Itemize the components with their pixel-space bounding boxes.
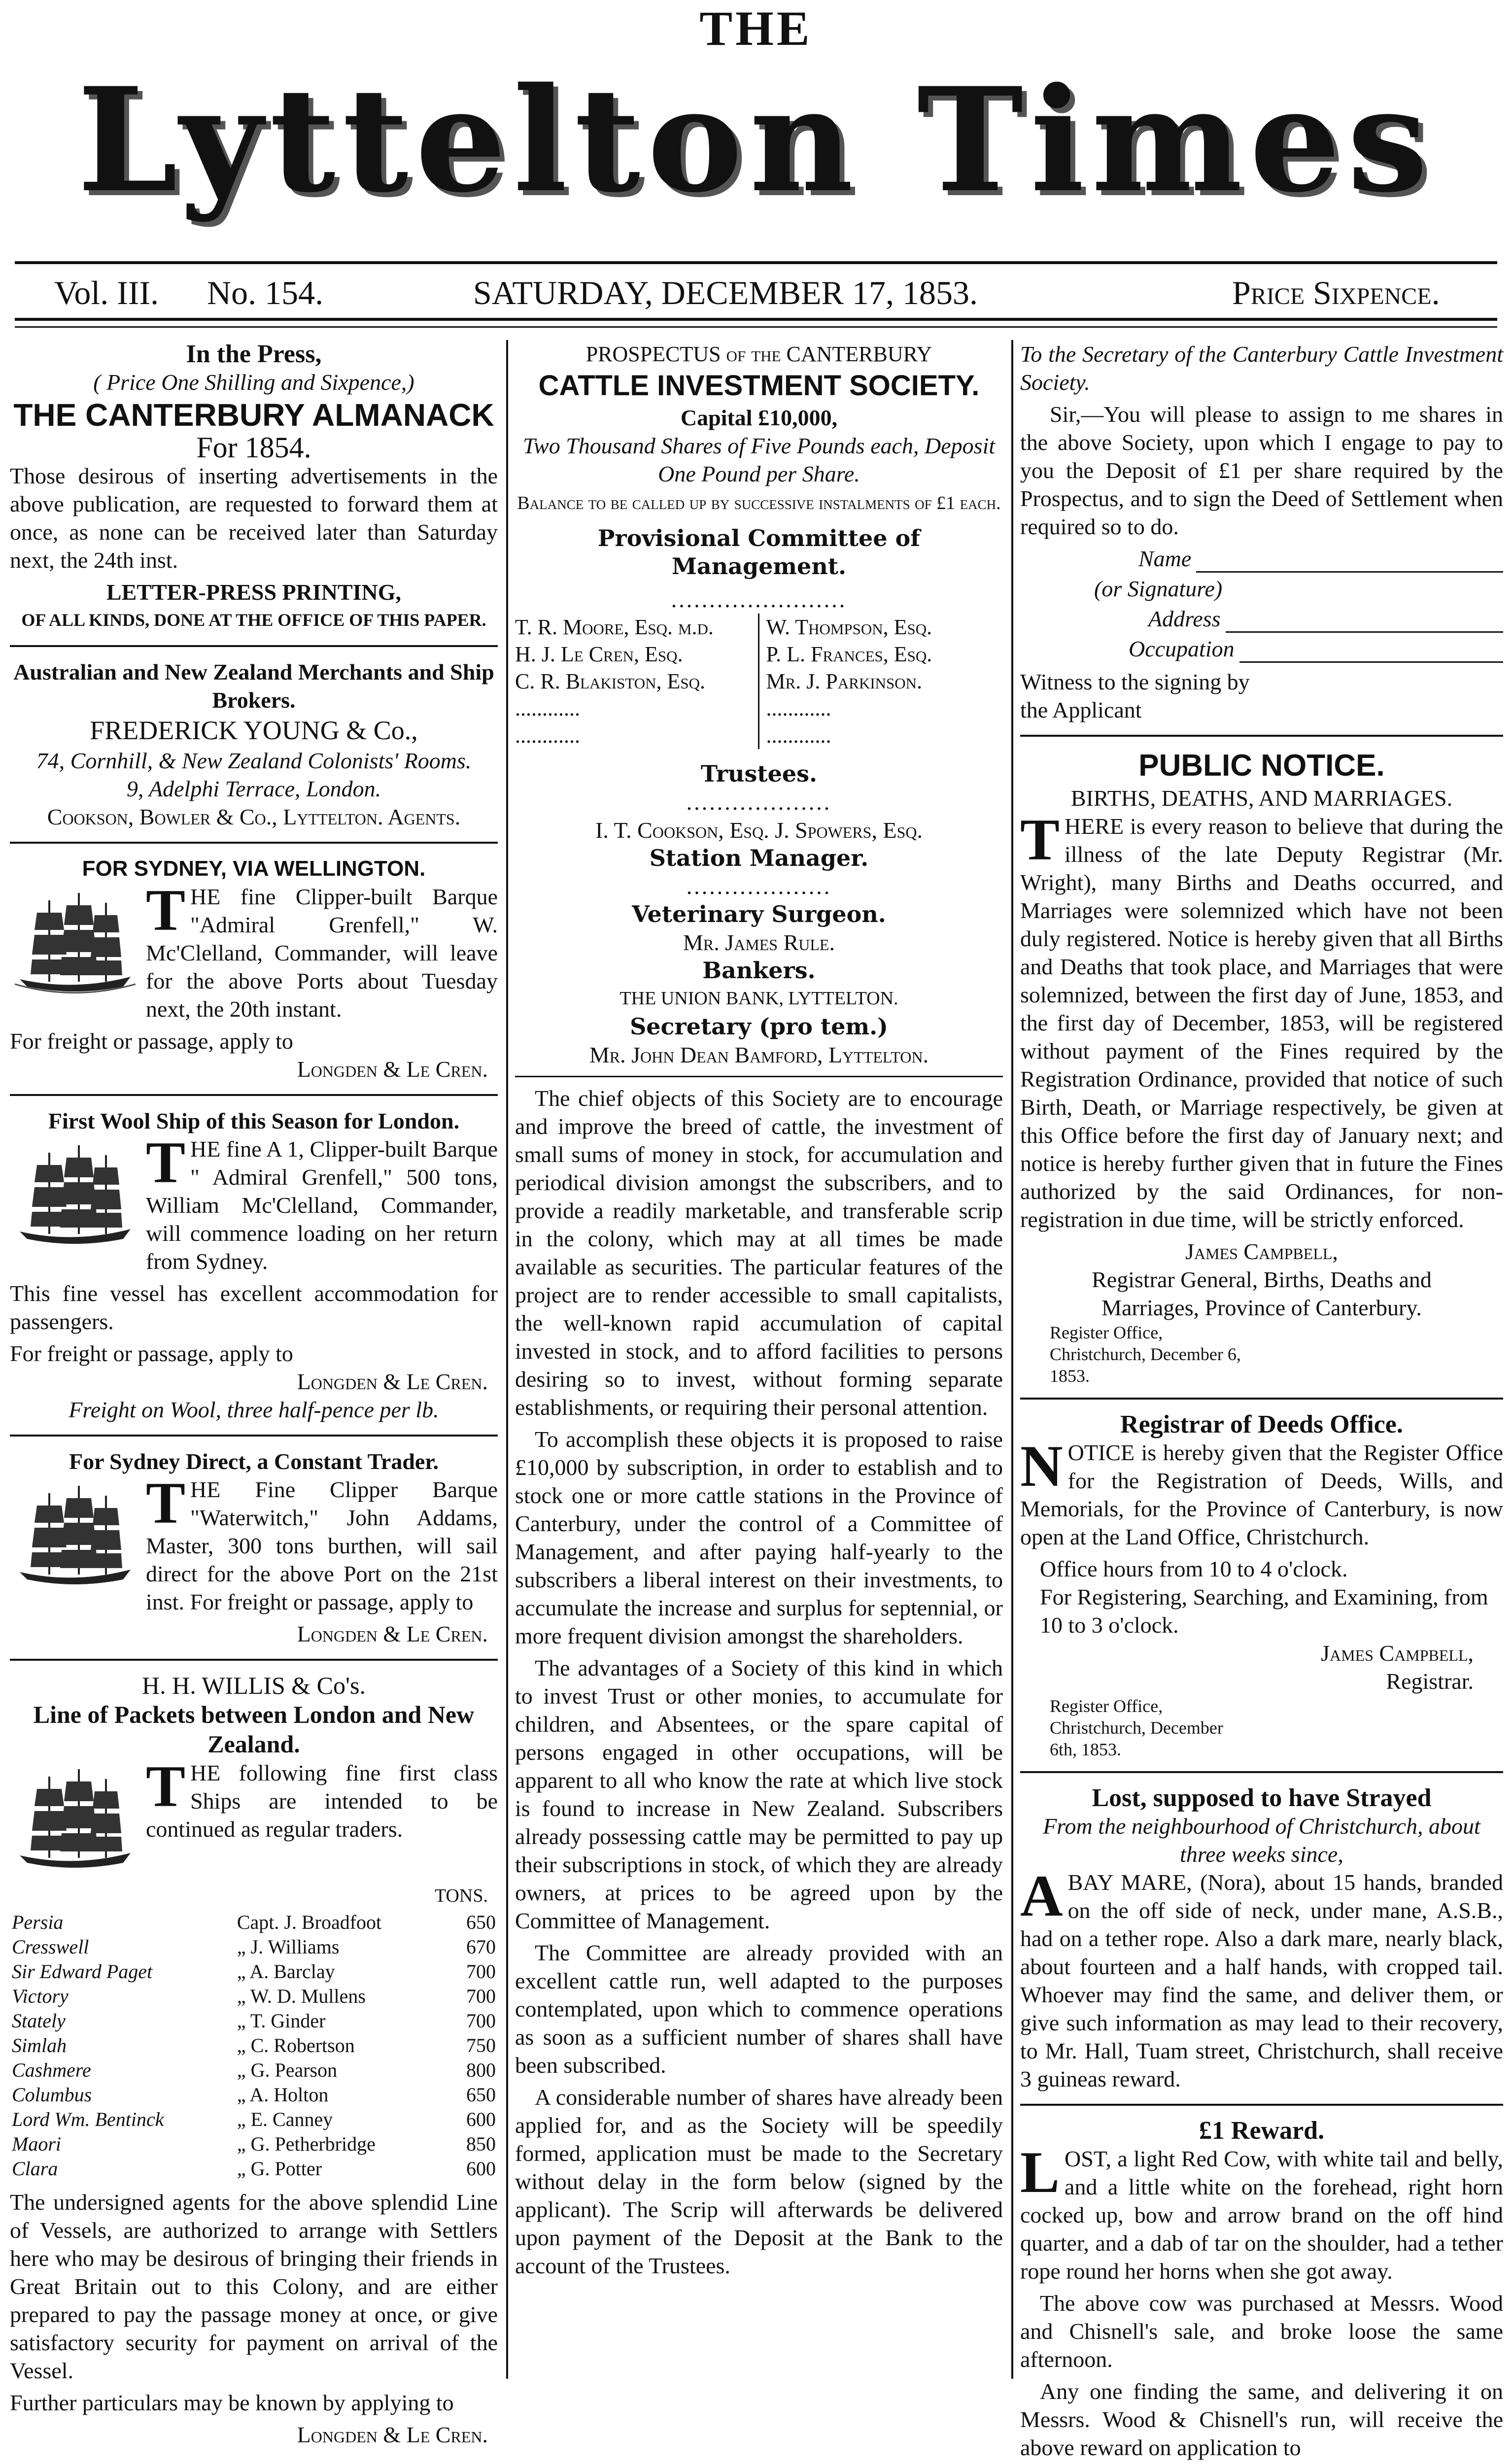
ship-master: „ A. Barclay: [237, 1960, 335, 1983]
divider: [1020, 2104, 1503, 2106]
deeds-office: Register Office, Christchurch, December 6th, 1853.: [1050, 1696, 1223, 1759]
society-title: CATTLE INVESTMENT SOCIETY.: [538, 370, 980, 402]
reward-heading: £1 Reward.: [1199, 2117, 1325, 2145]
merchants-agents: Cookson, Bowler & Co., Lyttelton. Agents.: [47, 804, 461, 829]
letterpress-sub: OF ALL KINDS, DONE AT THE OFFICE OF THIS PAPER.: [21, 610, 486, 630]
public-notice-body: HERE is every reason to believe that during the illness of the late Deputy Registrar (Mr. Wright), many Births and Deaths occurred, and Marriages were solemnized which have not been duly registered. Notice is hereby given that all Births and Deaths that took place, and Marriages that were solemnized, between the first day of June, 1853, and the first day of December, 1853, will be registered without payment of the Fines required by the Registration Ordinance, provided that notice of such Birth, Death, or Marriage respectively, be given at this Office before the first day of January next; and notice is hereby further given that in future the Fines authorized by the said Ordinances, for non-registration in due time, will be strictly enforced.: [1020, 814, 1503, 1232]
ship-name: Sir Edward Paget: [12, 1960, 153, 1983]
ship-name: Persia: [12, 1911, 64, 1933]
newspaper-title: Lyttelton Times: [77, 57, 1435, 224]
form-addressee: To the Secretary of the Canterbury Cattle Investment Society.: [1020, 342, 1503, 395]
ship-master: „ G. Petherbridge: [237, 2133, 376, 2155]
ship-name: Columbus: [12, 2084, 92, 2106]
ship-master: „ J. Williams: [237, 1936, 340, 1958]
reward-body-2: The above cow was purchased at Messrs. Wood and Chisnell's sale, and broke loose the same afternoon.: [1020, 2291, 1503, 2372]
secretary-heading: Secretary (pro tem.): [630, 1013, 888, 1040]
ship-tons: 600: [466, 2108, 496, 2130]
ship-tons: 700: [466, 2010, 496, 2032]
prospectus-heading: PROSPECTUS of the CANTERBURY: [585, 342, 932, 366]
column-divider-1: [506, 340, 508, 2379]
committee-member: ............: [515, 723, 580, 748]
ship-row: [10, 2107, 498, 2132]
committee-member: Mr. J. Parkinson.: [766, 669, 923, 693]
dropcap: T: [146, 1470, 186, 1536]
prospectus-body-2: To accomplish these objects it is proposed to raise £10,000 by subscription, in order to establish and to stock one or more cattle stations in the Province of Canterbury, under the control of a Committee of Management, and after paying half-yearly to the subscribers a liberal interest on their investments, to accumulate the increase and surplus for septennial, or more frequent division amongst the shareholders.: [515, 1427, 1003, 1648]
willis-subheading: Line of Packets between London and New Zealand.: [33, 1701, 475, 1758]
masthead-the: THE: [699, 1, 813, 56]
vet-heading: Veterinary Surgeon.: [632, 901, 886, 927]
ship-row: [10, 1959, 498, 1984]
reward-body-3: Any one finding the same, and delivering it on Messrs. Wood & Chisnell's run, will receive the above reward on application to: [1020, 2379, 1503, 2460]
divider: [10, 842, 498, 844]
merchants-heading: Australian and New Zealand Merchants and Ship Brokers.: [13, 659, 494, 713]
ship-tons: 650: [466, 2084, 496, 2106]
sydney-apply: For freight or passage, apply to: [10, 1028, 293, 1054]
prospectus-body-4: The Committee are already provided with an excellent cattle run, well adapted to the purposes contemplated, upon which to commence operations as soon as a sufficient number of shares shall have been subscribed.: [515, 1940, 1003, 2078]
dateline-top-rule: [15, 261, 1497, 264]
ship-name: Lord Wm. Bentinck: [12, 2108, 164, 2130]
press-heading: In the Press,: [186, 340, 322, 368]
ship-name: Cashmere: [12, 2059, 91, 2081]
column-divider-2: [1011, 340, 1013, 2379]
balance-terms: Balance to be called up by successive instalments of £1 each.: [517, 493, 1001, 513]
dateline-bottom-rule-thin: [15, 326, 1497, 328]
dropcap: L: [1020, 2139, 1060, 2205]
divider: [10, 1435, 498, 1437]
ship-row: [10, 2132, 498, 2156]
ship-icon: [10, 1138, 138, 1256]
form-name-row: [1020, 545, 1503, 573]
almanack-year: For 1854.: [196, 431, 311, 464]
ship-tons: 850: [466, 2133, 496, 2155]
committee-member: T. R. Moore, Esq. m.d.: [515, 615, 714, 639]
trustees: I. T. Cookson, Esq. J. Spowers, Esq.: [595, 818, 923, 843]
committee-member: C. R. Blakiston, Esq.: [515, 669, 705, 693]
dateline-bottom-rule: [15, 318, 1497, 321]
form-body: Sir,—You will please to assign to me shares in the above Society, upon which I engage to pay to you the Deposit of £1 per share required by the Prospectus, and to sign the Deed of Settlement when required so to do.: [1020, 402, 1503, 539]
ship-tons: 700: [466, 1960, 496, 1983]
bankers-name: THE UNION BANK, LYTTELTON.: [619, 988, 898, 1009]
deeds-heading: Registrar of Deeds Office.: [1120, 1410, 1403, 1438]
committee-member: ............: [515, 696, 580, 720]
secretary-name: Mr. John Dean Bamford, Lyttelton.: [589, 1042, 929, 1067]
lost-body: BAY MARE, (Nora), about 15 hands, branded on the off side of neck, under mane, A.S.B., had on a tether rope. Also a dark mare, nearly black, about fourteen and a half hands, with cropped tail. Whoever may find the same, and deliver them, or give such information as may lead to their recovery, to Mr. Hall, Tuam street, Christchurch, shall receive 3 guineas reward.: [1020, 1870, 1503, 2091]
willis-note-2: Further particulars may be known by applying to: [10, 2390, 454, 2415]
dropcap: N: [1020, 1433, 1063, 1499]
lost-heading: Lost, supposed to have Strayed: [1092, 1784, 1432, 1812]
committee-heading: Provisional Committee of Management.: [597, 525, 921, 580]
committee-member: ............: [766, 723, 831, 748]
issue-number: No. 154.: [207, 274, 324, 311]
press-body: Those desirous of inserting advertisements in the above publication, are requested to forward them at once, as none can be received later than Saturday next, the 24th inst.: [10, 463, 498, 573]
press-price: ( Price One Shilling and Sixpence,): [93, 370, 414, 395]
form-occupation-row: [1020, 635, 1503, 663]
ship-row: [10, 1910, 498, 1935]
direct-heading: For Sydney Direct, a Constant Trader.: [69, 1449, 439, 1474]
dropcap: A: [1020, 1863, 1063, 1928]
dropcap: T: [1020, 807, 1060, 872]
tons-label: TONS.: [434, 1885, 488, 1906]
deeds-hours: Office hours from 10 to 4 o'clock.: [1040, 1556, 1348, 1581]
station-manager-heading: Station Manager.: [649, 845, 869, 871]
ship-master: „ W. D. Mullens: [237, 1985, 366, 2007]
ship-tons: 800: [466, 2059, 496, 2081]
public-notice-office: Register Office, Christchurch, December 6, 1853.: [1050, 1323, 1241, 1386]
ship-name: Maori: [12, 2133, 61, 2155]
willis-heading: H. H. WILLIS & Co's.: [142, 1672, 366, 1699]
capital: Capital £10,000,: [680, 405, 838, 430]
letterpress-heading: LETTER-PRESS PRINTING,: [106, 580, 402, 605]
ship-tons: 600: [466, 2157, 496, 2180]
public-notice-heading: PUBLIC NOTICE.: [1138, 749, 1385, 783]
divider: [10, 1094, 498, 1096]
public-notice-signature: James Campbell,: [1185, 1239, 1338, 1264]
committee-member: ............: [766, 696, 831, 720]
ship-name: Stately: [12, 2010, 66, 2032]
committee-list: [515, 614, 1003, 749]
reward-body: OST, a light Red Cow, with white tail and belly, and a little white on the forehead, right horn cocked up, bow and arrow brand on the off hind quarter, and a dab of tar on the shoulder, had a tether rope round her horns when she got away.: [1020, 2146, 1503, 2284]
issue-price: Price Sixpence.: [1232, 274, 1440, 311]
ship-name: Clara: [12, 2157, 58, 2180]
sydney-heading: FOR SYDNEY, VIA WELLINGTON.: [82, 856, 426, 881]
vet-name: Mr. James Rule.: [683, 930, 835, 955]
ship-row: [10, 2009, 498, 2033]
ship-icon: [10, 886, 138, 1004]
lost-subheading: From the neighbourhood of Christchurch, about three weeks since,: [1043, 1814, 1480, 1867]
divider: [10, 1659, 498, 1661]
ship-tons: 700: [466, 1985, 496, 2007]
ship-master: Capt. J. Broadfoot: [237, 1911, 382, 1933]
masthead: [0, 0, 1512, 256]
column-left: [10, 340, 498, 2447]
volume-number: Vol. III.: [54, 274, 159, 311]
ship-row: [10, 1935, 498, 1959]
dotted-separator: ...................: [686, 874, 832, 899]
ship-row: [10, 2033, 498, 2058]
deeds-signature-2: Registrar.: [1386, 1669, 1474, 1694]
merchants-address-1: 74, Cornhill, & New Zealand Colonists' Rooms.: [36, 748, 472, 773]
issue-date: SATURDAY, DECEMBER 17, 1853.: [473, 274, 978, 311]
willis-note: The undersigned agents for the above splendid Line of Vessels, are authorized to arrange with Settlers here who may be desirous of bringing their friends in Great Britain out to this Colony, and are either prepared to pay the passage money at once, or give satisfactory security for payment on arrival of the Vessel.: [10, 2190, 498, 2383]
divider: [1020, 1771, 1503, 1773]
public-notice-signature-2: Registrar General, Births, Deaths and Marriages, Province of Canterbury.: [1092, 1267, 1432, 1320]
form-address-label: Address: [1148, 606, 1221, 631]
merchants-name: FREDERICK YOUNG & Co.,: [90, 716, 418, 745]
wool-heading: First Wool Ship of this Season for London.: [48, 1108, 460, 1133]
ship-row: [10, 2156, 498, 2181]
form-occupation-line: [1239, 642, 1503, 663]
ship-row: [10, 2083, 498, 2107]
ship-master: „ T. Ginder: [237, 2010, 326, 2032]
committee-left: [515, 614, 759, 749]
wool-body: HE fine A 1, Clipper-built Barque " Admiral Grenfell," 500 tons, William Mc'Clelland, Commander, will commence loading on her return from Sydney.: [146, 1136, 498, 1274]
deeds-signature: James Campbell,: [1321, 1641, 1474, 1666]
form-name-label: Name: [1138, 546, 1192, 571]
merchants-address-2: 9, Adelphi Terrace, London.: [126, 776, 381, 801]
wool-apply: For freight or passage, apply to: [10, 1341, 293, 1366]
ship-master: „ C. Robertson: [237, 2034, 355, 2056]
ship-tons: 650: [466, 1911, 496, 1933]
committee-right: [759, 614, 1003, 749]
ship-tons: 750: [466, 2034, 496, 2056]
sydney-body: HE fine Clipper-built Barque "Admiral Grenfell," W. Mc'Clelland, Commander, will leave for the above Ports about Tuesday next, the 20th instant.: [146, 884, 498, 1022]
wool-body-2: This fine vessel has excellent accommodation for passengers.: [10, 1281, 498, 1334]
wool-freight: Freight on Wool, three half-pence per lb.: [69, 1397, 439, 1422]
ship-name: Simlah: [12, 2034, 67, 2056]
divider: [1020, 735, 1503, 737]
form-name-line: [1196, 551, 1503, 573]
wool-signature: Longden & Le Cren.: [297, 1369, 488, 1394]
ship-tons: 670: [466, 1936, 496, 1958]
deeds-hours-2: For Registering, Searching, and Examining, from 10 to 3 o'clock.: [1040, 1584, 1488, 1638]
divider: [1020, 1398, 1503, 1400]
form-address-row: [1020, 605, 1503, 633]
form-address-line: [1226, 612, 1503, 633]
ship-row: [10, 1984, 498, 2009]
prospectus-body-3: The advantages of a Society of this kind in which to invest Trust or other monies, to accumulate for children, and Absentees, or the spare capital of persons engaged in other occupations, will be apparent to all who know the rate at which live stock is found to increase in New Zealand. Subscribers already possessing cattle may be permitted to pay up their subscriptions in stock, of which they are already owners, at prices to be agreed upon by the Committee of Management.: [515, 1655, 1003, 1933]
column-right: [1020, 340, 1503, 2460]
dropcap: T: [146, 877, 186, 943]
willis-signature: Longden & Le Cren.: [297, 2422, 488, 2447]
ship-row: [10, 2058, 498, 2083]
ship-icon: [10, 1762, 138, 1880]
ship-master: „ E. Canney: [237, 2108, 333, 2130]
ship-master: „ A. Holton: [237, 2084, 329, 2106]
column-middle: [515, 340, 1003, 2379]
dropcap: T: [146, 1753, 186, 1819]
direct-body: HE Fine Clipper Barque "Waterwitch," John Addams, Master, 300 tons burthen, will sail direct for the above Port on the 21st inst. For freight or passage, apply to: [146, 1477, 498, 1614]
form-signature-label: (or Signature): [1094, 576, 1223, 601]
ship-master: „ G. Pearson: [237, 2059, 338, 2081]
sydney-signature: Longden & Le Cren.: [297, 1057, 488, 1082]
ship-name: Cresswell: [12, 1936, 89, 1958]
form-occupation-label: Occupation: [1129, 636, 1235, 661]
dotted-separator: ...................: [686, 789, 832, 815]
form-witness: Witness to the signing by the Applicant: [1020, 669, 1250, 722]
ship-master: „ G. Potter: [237, 2157, 322, 2180]
ships-table: [10, 1910, 498, 2181]
ship-icon: [10, 1478, 138, 1597]
prospectus-body-5: A considerable number of shares have already been applied for, and as the Society will be speedily formed, application must be made to the Secretary without delay in the form below (signed by the applicant). The Scrip will afterwards be delivered upon payment of the Deposit at the Bank to the account of the Trustees.: [515, 2085, 1003, 2278]
committee-member: W. Thompson, Esq.: [766, 615, 932, 639]
committee-member: H. J. Le Cren, Esq.: [515, 642, 683, 666]
shares-terms: Two Thousand Shares of Five Pounds each, Deposit One Pound per Share.: [522, 433, 996, 486]
dropcap: T: [146, 1129, 186, 1195]
bankers-heading: Bankers.: [702, 957, 816, 984]
almanack-title: THE CANTERBURY ALMANACK: [13, 397, 494, 433]
divider: [10, 645, 498, 647]
prospectus-body-1: The chief objects of this Society are to encourage and improve the breed of cattle, the investment of small sums of money in stock, for accumulation and periodical division amongst the subscribers, and to provide a readily marketable, and transferable scrip in the colony, which may at all times be made available as securities. The particular features of the project are to render accessible to small capitalists, the well-known rapid accumulation of capital invested in stock, and to afford facilities to persons desiring so to invest, without forming separate establishments, or requiring their personal attention.: [515, 1086, 1003, 1420]
committee-member: P. L. Frances, Esq.: [766, 642, 932, 666]
ship-name: Victory: [12, 1985, 69, 2007]
direct-signature: Longden & Le Cren.: [297, 1621, 488, 1646]
dotted-separator: .......................: [671, 587, 847, 612]
divider: [515, 1076, 1003, 1077]
public-notice-sub: BIRTHS, DEATHS, AND MARRIAGES.: [1070, 786, 1453, 811]
trustees-heading: Trustees.: [700, 760, 818, 787]
deeds-body: OTICE is hereby given that the Register Office for the Registration of Deeds, Wills, and Memorials, for the Province of Canterbury, is now open at the Land Office, Christchurch.: [1020, 1440, 1503, 1549]
willis-body: HE following fine first class Ships are intended to be continued as regular traders.: [146, 1760, 498, 1842]
